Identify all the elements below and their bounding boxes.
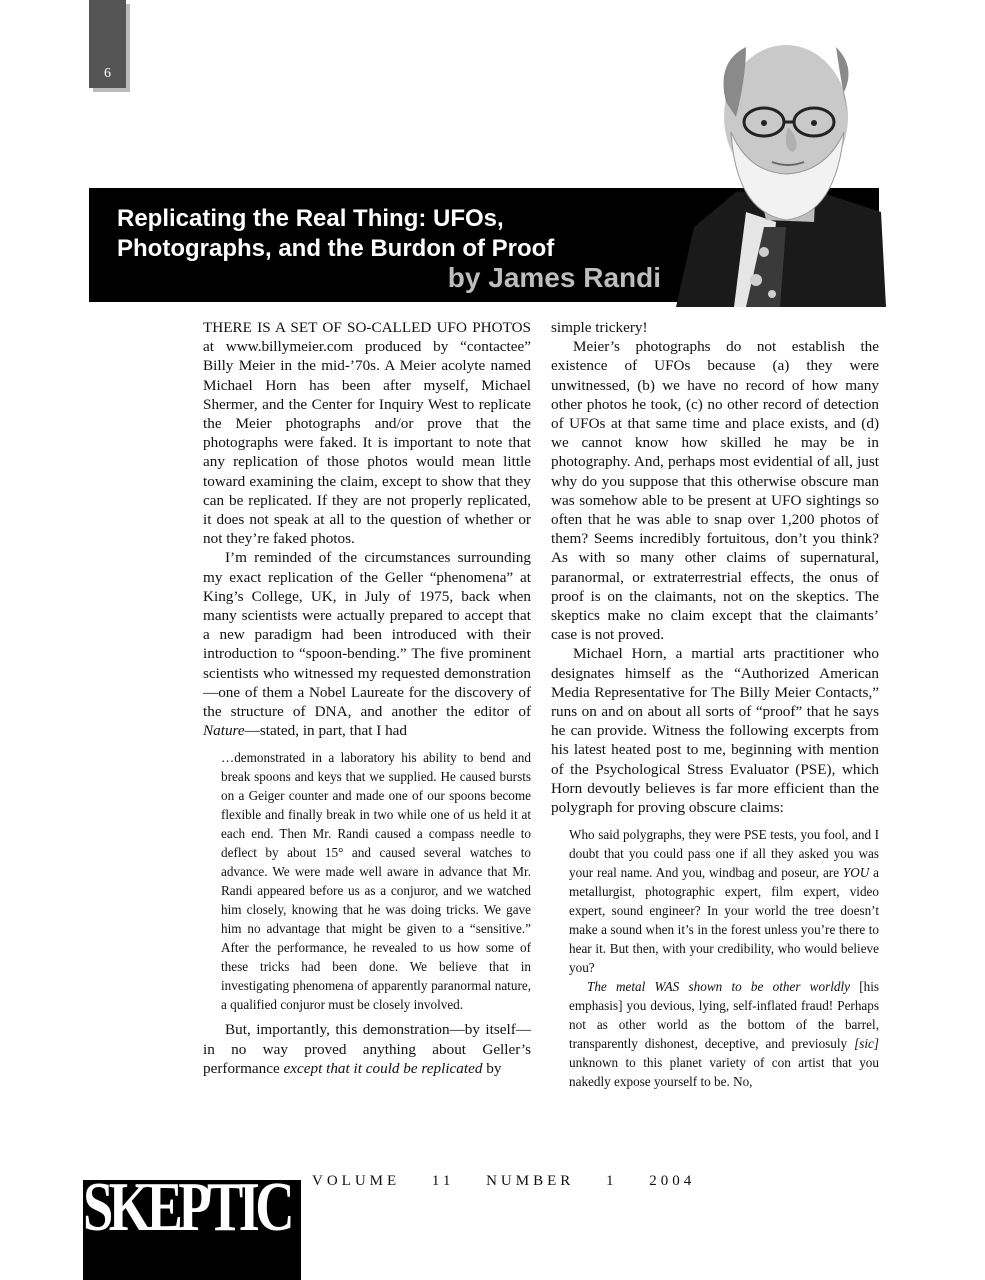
paragraph: THERE IS A SET OF SO-CALLED UFO PHOTOS at www.billymeier.com produced by “contactee” Billy Meier in the mid-’70s. A Meier acolyte named Michael Horn has been after myself, Michael Shermer, and the Center for Inquiry West to replicate the Meier photographs and/or prove that the photographs were faked. It is important to note that any replication of those photos would mean little toward examining the claim, except to show that they can be replicated. If they are not properly replicated, it does not speak at all to the question of whether or not they’re faked photos. bbox=[203, 319, 531, 548]
author-portrait bbox=[676, 22, 886, 307]
block-quote bbox=[569, 825, 879, 1091]
paragraph: But, importantly, this demonstration—by itself—in no way proved anything about Geller’s performance except that it could be replicated by bbox=[203, 1021, 531, 1077]
quote-paragraph: …demonstrated in a laboratory his ability to bend and break spoons and keys that we supplied. He caused bursts on a Geiger counter and made one of our spoons become flexible and finally break in two while one of us held it at each end. Then Mr. Randi caused a compass needle to deflect by about 15° and caused several watches to advance. We were made well aware in advance that Mr. Randi appeared before us as a conjuror, and we watched him closely, knowing that he was doing tricks. We gave him no advantage that might be given to a “sensitive.” After the performance, he revealed to us how some of these tricks had been done. We believe that in investigating phenomena of apparently paranormal nature, a qualified conjuror must be closely involved. bbox=[221, 750, 531, 1013]
quote-paragraph: The metal WAS shown to be other worldly [his emphasis] you devious, lying, self-inflated fraud! Perhaps not as other world as the bottom of the barrel, transparently dishonest, deceptive, and previosuly [sic] unknown to this planet variety of con artist that you nakedly expose yourself to be. No, bbox=[569, 979, 879, 1090]
issue-info: VOLUME 11 NUMBER 1 2004 bbox=[312, 1173, 696, 1189]
page-number-tab bbox=[89, 0, 126, 88]
block-quote bbox=[221, 748, 531, 1014]
article-title bbox=[117, 204, 554, 264]
article-column-right bbox=[551, 318, 879, 1097]
paragraph: I’m reminded of the circumstances surrounding my exact replication of the Geller “phenomena” at King’s College, UK, in July of 1975, back when many scientists were actually prepared to accept that a new paradigm had been introduced with their introduction to “spoon-bending.” The five prominent scientists who witnessed my requested demonstration—one of them a Nobel Laureate for the discovery of the structure of DNA, and another the editor of Nature—stated, in part, that I had bbox=[203, 549, 531, 740]
article-column-left bbox=[203, 318, 531, 1078]
paragraph: Michael Horn, a martial arts practitioner who designates himself as the “Authorized American Media Representative for The Billy Meier Contacts,” runs on and on about all sorts of “proof” that he says he can provide. Witness the following excerpts from his latest heated post to me, beginning with mention of the Psychological Stress Evaluator (PSE), which Horn devoutly believes is far more efficient than the polygraph for proving obscure claims: bbox=[551, 645, 879, 817]
paragraph: simple trickery! bbox=[551, 319, 648, 336]
article-title-line-2: Photographs, and the Burdon of Proof bbox=[117, 235, 555, 262]
article-title-line-1: Replicating the Real Thing: UFOs, bbox=[117, 205, 504, 232]
paragraph: Meier’s photographs do not establish the existence of UFOs because (a) they were unwitnessed, (b) we have no record of how many other photos he took, (c) no other record of detection of UFOs at that same time and place exists, and (d) we cannot know how skilled he may be in photography. And, perhaps most evidential of all, just why do you suppose that this otherwise obscure man was somehow able to be present at UFO sightings so often that he was able to snap over 1,200 photos of them? Seems incredibly fortuitous, don’t you think? As with so many other claims of supernatural, paranormal, or extraterrestrial effects, the onus of proof is on the claimants, not on the skeptics. The skeptics make no claim except that the claimants’ case is not proved. bbox=[551, 338, 879, 644]
page-number: 6 bbox=[104, 66, 111, 81]
quote-paragraph: Who said polygraphs, they were PSE tests, you fool, and I doubt that you could pass one if all they asked you was your real name. And you, windbag and poseur, are YOU a metallurgist, photographic expert, film expert, video expert, sound engineer? In your world the tree doesn’t make a sound when it’s in the forest unless you’re there to hear it. But then, with your credibility, who would believe you? bbox=[569, 827, 879, 976]
skeptic-logo: SKEPTIC bbox=[83, 1169, 290, 1246]
article-byline: by James Randi bbox=[447, 262, 661, 293]
